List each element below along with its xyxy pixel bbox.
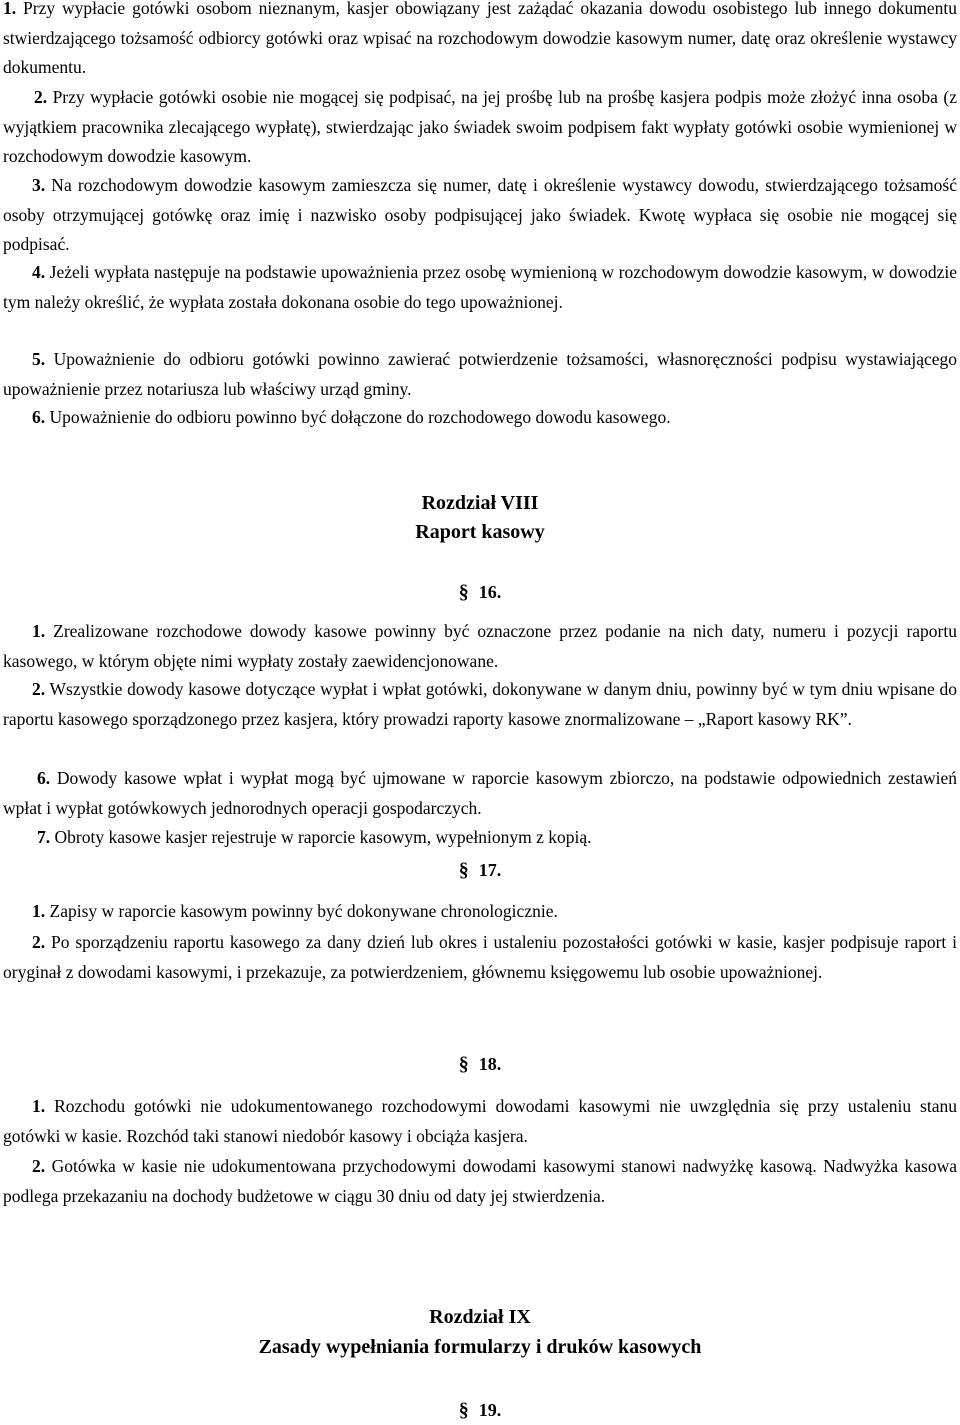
paragraph-text: Na rozchodowym dowodzie kasowym zamieszcza się numer, datę i określenie wystawcy dowodu, stwierdzającego tożsamość osoby otrzymującej gotówkę oraz imię i nazwisko osoby podpisującej jako świadek. Kwotę wypłaca się osobie nie mogącej się podpisać.: [3, 175, 957, 254]
paragraph-number: 1.: [3, 0, 17, 18]
paragraph-text: Jeżeli wypłata następuje na podstawie upoważnienia przez osobę wymienioną w rozchodowym dowodzie kasowym, w dowodzie tym należy określić, że wypłata została dokonana osobie do tego upoważnionej.: [3, 262, 957, 312]
paragraph-number: 1.: [32, 621, 46, 641]
paragraph-number: 3.: [32, 175, 46, 195]
paragraph-text: Po sporządzeniu raportu kasowego za dany dzień lub okres i ustaleniu pozostałości gotówki w kasie, kasjer podpisuje raport i oryginał z dowodami kasowymi, i przekazuje, za potwierdzeniem, głównemu księgowemu lub osobie upoważnionej.: [3, 932, 957, 982]
paragraph-number: 2.: [32, 679, 46, 699]
paragraph-text: Obroty kasowe kasjer rejestruje w raporcie kasowym, wypełnionym z kopią.: [50, 827, 592, 847]
paragraph-text: Zapisy w raporcie kasowym powinny być dokonywane chronologicznie.: [45, 901, 558, 921]
section-number: 19.: [478, 1400, 502, 1420]
section-17-heading: [0, 858, 960, 882]
chapter-9-title: Rozdział IX: [429, 1306, 531, 1328]
paragraph-number: 2.: [34, 87, 48, 107]
s17-paragraph-1: [3, 897, 957, 927]
chapter-8-title: Rozdział VIII: [421, 492, 539, 514]
paragraph-2: [3, 83, 957, 172]
paragraph-number: 6.: [32, 407, 46, 427]
chapter-9-subtitle: Zasady wypełniania formularzy i druków kasowych: [258, 1336, 702, 1358]
section-number: 16.: [478, 582, 502, 602]
paragraph-text: Upoważnienie do odbioru powinno być dołączone do rozchodowego dowodu kasowego.: [45, 407, 671, 427]
paragraph-6: [3, 403, 957, 433]
paragraph-text: Zrealizowane rozchodowe dowody kasowe powinny być oznaczone przez podanie na nich daty, numeru i pozycji raportu kasowego, w którym objęte nimi wypłaty zostały zaewidencjonowane.: [3, 621, 957, 671]
section-19-heading: [0, 1398, 960, 1422]
section-number: 18.: [478, 1054, 502, 1074]
paragraph-text: Rozchodu gotówki nie udokumentowanego rozchodowymi dowodami kasowymi nie uwzględnia się przy ustaleniu stanu gotówki w kasie. Rozchód taki stanowi niedobór kasowy i obciąża kasjera.: [3, 1096, 957, 1146]
section-sign: §: [458, 859, 469, 881]
section-number: 17.: [478, 860, 502, 880]
s18-paragraph-2: [3, 1152, 957, 1211]
s16-paragraph-2: [3, 675, 957, 734]
paragraph-text: Gotówka w kasie nie udokumentowana przychodowymi dowodami kasowymi stanowi nadwyżkę kasową. Nadwyżka kasowa podlega przekazaniu na dochody budżetowe w ciągu 30 dniu od daty jej stwierdzenia.: [3, 1156, 957, 1206]
paragraph-text: Przy wypłacie gotówki osobom nieznanym, kasjer obowiązany jest zażądać okazania dowodu osobistego lub innego dokumentu stwierdzającego tożsamość odbiorcy gotówki oraz wpisać na rozchodowym dowodzie kasowym numer, datę oraz określenie wystawcy dokumentu.: [3, 0, 957, 77]
paragraph-text: Wszystkie dowody kasowe dotyczące wypłat i wpłat gotówki, dokonywane w danym dniu, powinny być w tym dniu wpisane do raportu kasowego sporządzonego przez kasjera, który prowadzi raporty kasowe znormalizowane – „Raport kasowy RK”.: [3, 679, 957, 729]
s18-paragraph-1: [3, 1092, 957, 1151]
paragraph-text: Dowody kasowe wpłat i wypłat mogą być ujmowane w raporcie kasowym zbiorczo, na podstawie odpowiednich zestawień wpłat i wypłat gotówkowych jednorodnych operacji gospodarczych.: [3, 768, 957, 818]
section-16-heading: [0, 580, 960, 604]
paragraph-number: 7.: [37, 827, 51, 847]
chapter-8-subtitle: Raport kasowy: [415, 521, 545, 543]
section-sign: §: [458, 1053, 469, 1075]
paragraph-number: 2.: [32, 1156, 46, 1176]
section-sign: §: [458, 581, 469, 603]
paragraph-number: 5.: [32, 349, 46, 369]
paragraph-number: 4.: [32, 262, 46, 282]
paragraph-3: [3, 171, 957, 260]
paragraph-1: [3, 0, 957, 83]
paragraph-5: [3, 345, 957, 404]
paragraph-number: 1.: [32, 901, 46, 921]
s16-paragraph-7: [3, 823, 957, 853]
s16-paragraph-6: [3, 764, 957, 823]
paragraph-4: [3, 258, 957, 317]
paragraph-number: 1.: [32, 1096, 46, 1116]
section-18-heading: [0, 1052, 960, 1076]
s17-paragraph-2: [3, 928, 957, 987]
s16-paragraph-1: [3, 617, 957, 676]
paragraph-number: 2.: [32, 932, 46, 952]
paragraph-text: Przy wypłacie gotówki osobie nie mogącej się podpisać, na jej prośbę lub na prośbę kasjera podpis może złożyć inna osoba (z wyjątkiem pracownika zlecającego wypłatę), stwierdzając jako świadek swoim podpisem fakt wypłaty gotówki osobie wymienionej w rozchodowym dowodzie kasowym.: [3, 87, 957, 166]
paragraph-text: Upoważnienie do odbioru gotówki powinno zawierać potwierdzenie tożsamości, własnoręczności podpisu wystawiającego upoważnienie przez notariusza lub właściwy urząd gminy.: [3, 349, 957, 399]
section-sign: §: [458, 1399, 469, 1421]
paragraph-number: 6.: [37, 768, 51, 788]
